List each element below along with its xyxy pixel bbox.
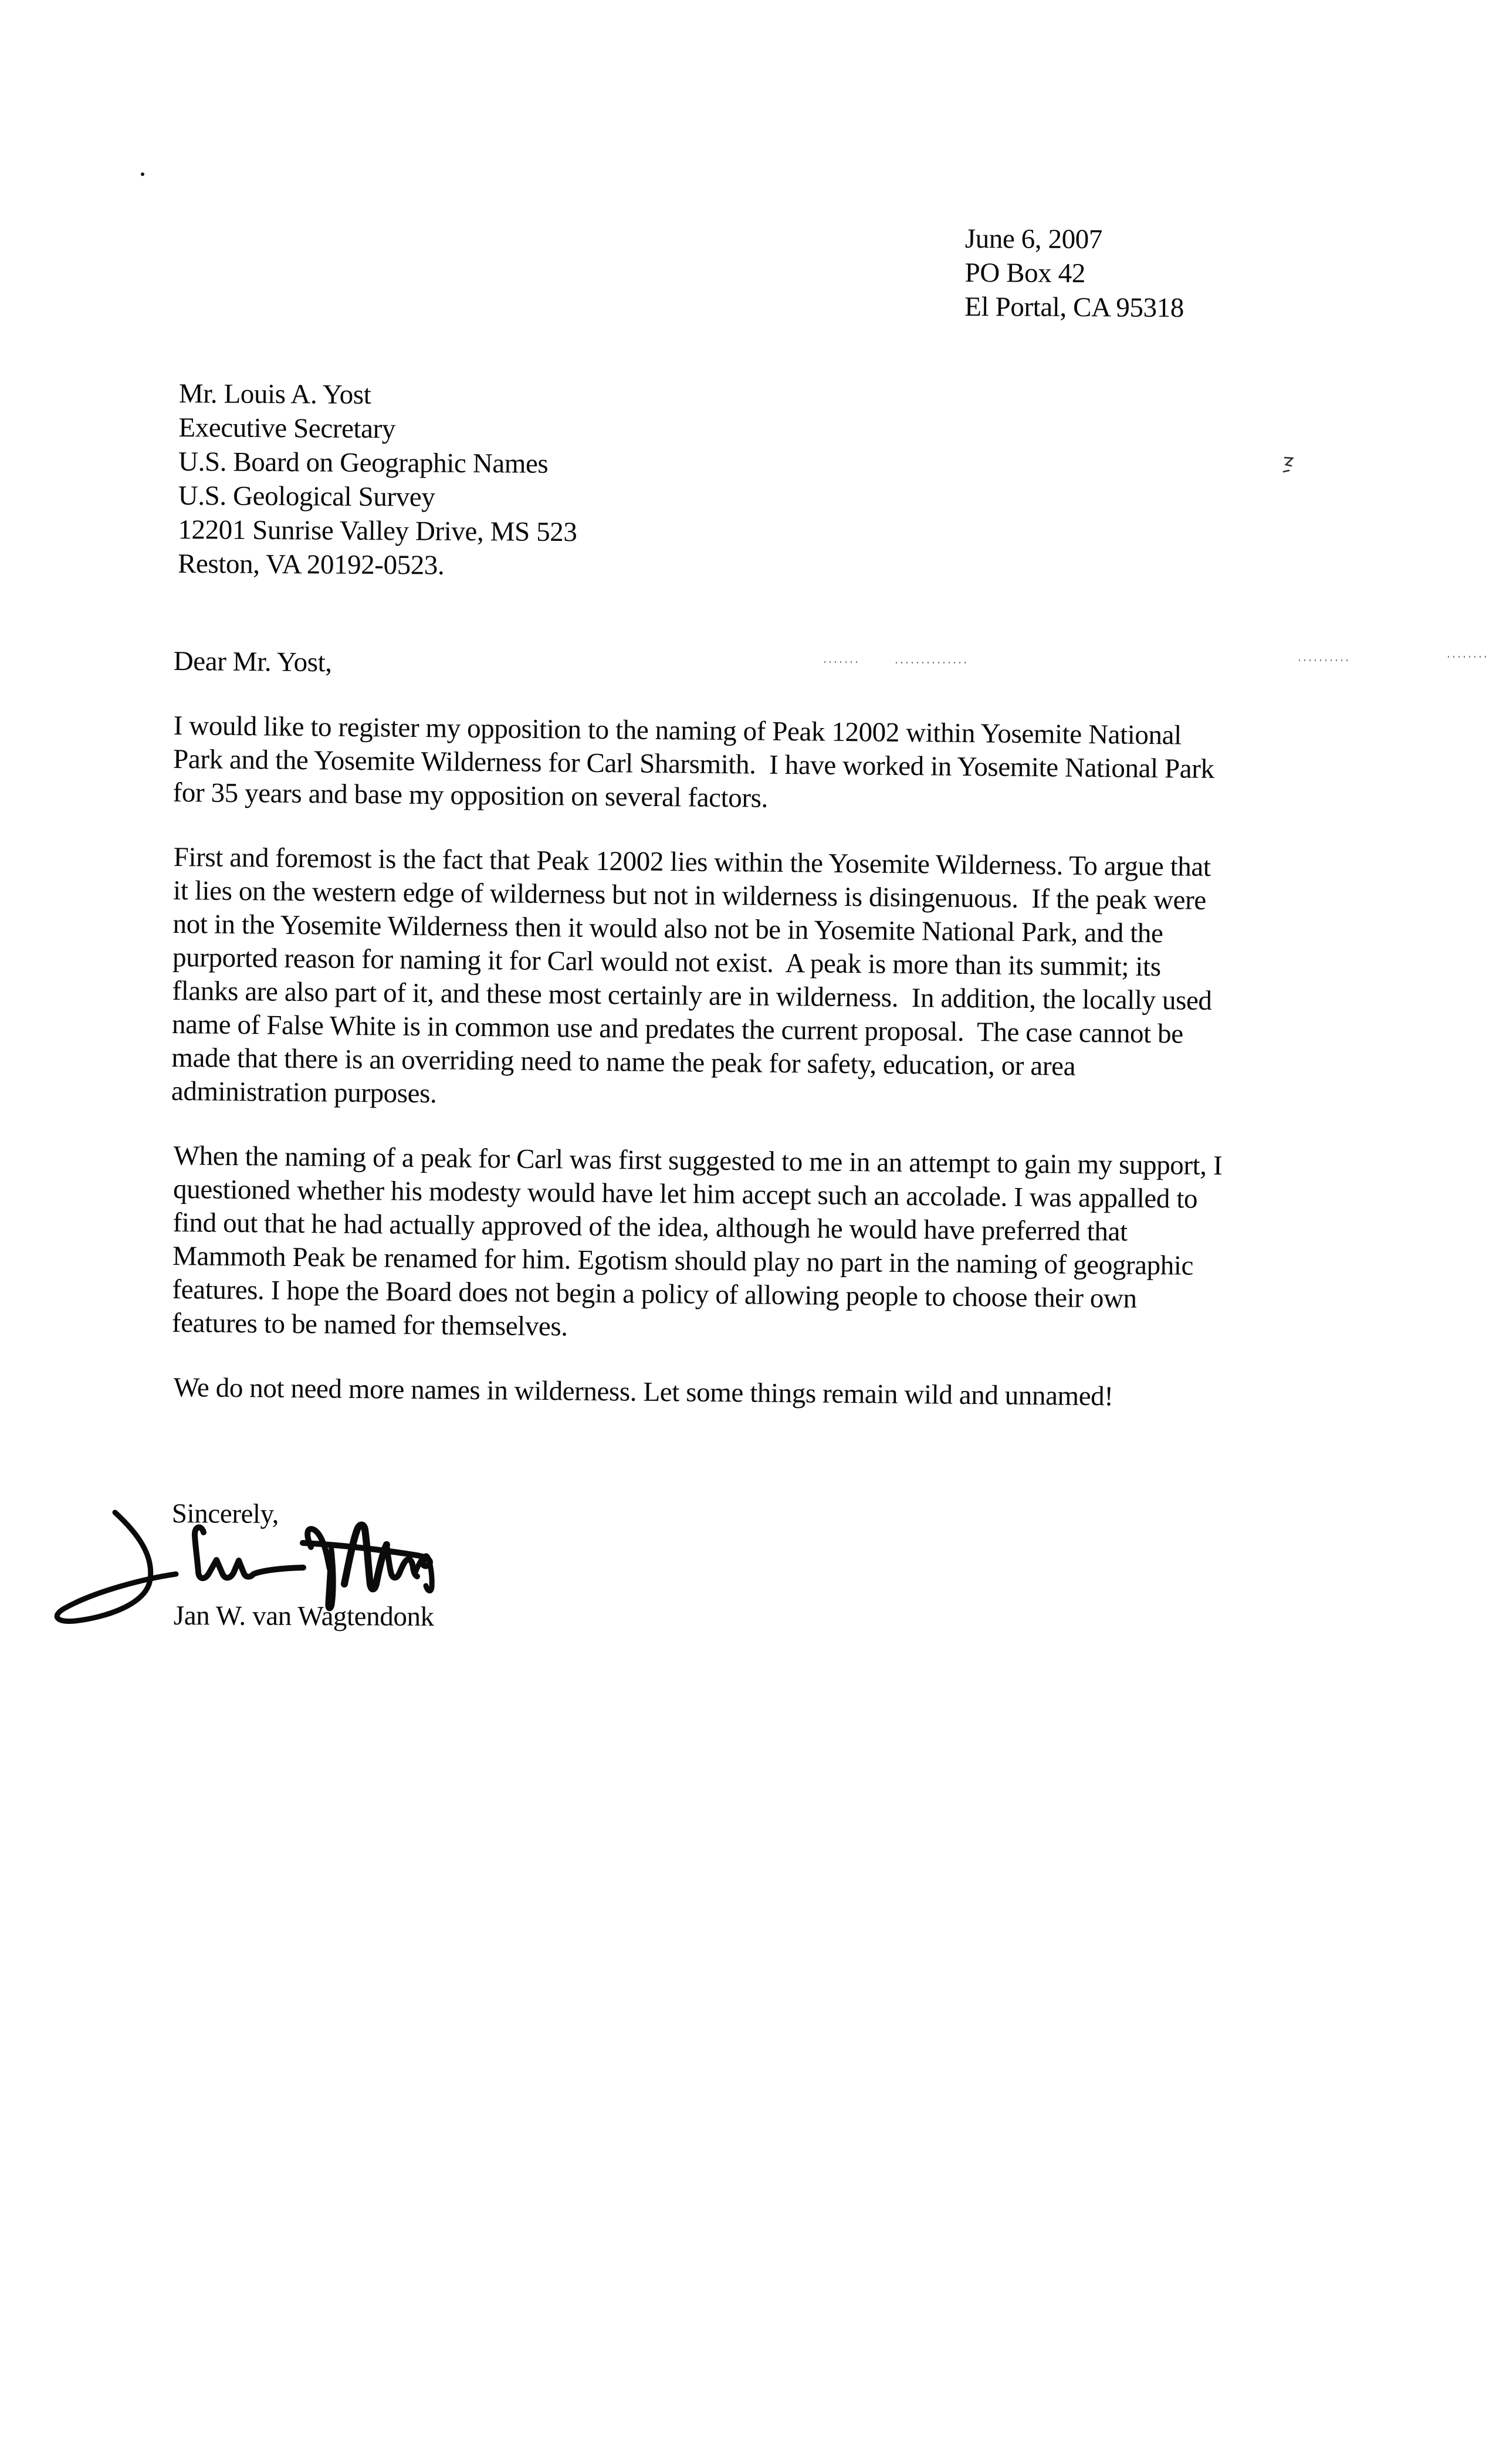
recipient-address-block [178,377,578,583]
letter-line: Mammoth Peak be renamed for him. Egotism should play no part in the naming of geographic [172,1240,1194,1281]
scan-noise-artifact [896,662,967,664]
letter-line: it lies on the western edge of wilderness but not in wilderness is disingenuous. If the peak were [172,875,1207,916]
letter-line: U.S. Board on Geographic Names [178,446,549,479]
body-paragraph [172,1139,1223,1350]
ink-speck-artifact [141,172,144,176]
body-paragraph [173,1371,1113,1413]
letter-line: 12201 Sunrise Valley Drive, MS 523 [178,514,577,548]
letter-line: PO Box 42 [964,257,1086,289]
letter-line: When the naming of a peak for Carl was first suggested to me in an attempt to gain my support, I [173,1140,1223,1182]
letter-line: questioned whether his modesty would have let him accept such an accolade. I was appalled to [172,1173,1198,1214]
letter-line: June 6, 2007 [964,223,1103,255]
letter-line: Mr. Louis A. Yost [178,378,371,410]
letter-line: El Portal, CA 95318 [964,291,1184,323]
letter-line: First and foremost is the fact that Peak 12002 lies within the Yosemite Wilderness. To argue that [173,841,1211,882]
signer-name: Jan W. van Wagtendonk [173,1600,434,1632]
letter-line: made that there is an overriding need to name the peak for safety, education, or area [171,1042,1076,1082]
letter-line: flanks are also part of it, and these most certainly are in wilderness. In addition, the locally used [172,975,1212,1016]
valediction: Sincerely, [171,1498,279,1529]
sender-date-block [964,222,1184,325]
scan-noise-artifact [824,661,858,663]
salutation: Dear Mr. Yost, [173,645,332,678]
letter-line: We do not need more names in wilderness. Let some things remain wild and unnamed! [173,1372,1113,1412]
handwritten-signature-icon [35,1493,458,1681]
body-paragraph [172,709,1214,820]
scan-noise-artifact [1448,656,1490,658]
letter-line: name of False White is in common use and predates the current proposal. The case cannot be [171,1008,1183,1050]
letter-line: I would like to register my opposition to the naming of Peak 12002 within Yosemite National [173,710,1182,751]
letter-line: purported reason for naming it for Carl would not exist. A peak is more than its summit; its [172,942,1161,983]
letter-line: administration purposes. [171,1075,437,1109]
body-paragraph [171,841,1213,1118]
letter-line: not in the Yosemite Wilderness then it would also not be in Yosemite National Park, and the [172,908,1163,949]
scan-noise-artifact [1299,659,1352,661]
letter-line: Reston, VA 20192-0523. [177,548,445,581]
letter-line: features. I hope the Board does not begin a policy of allowing people to choose their own [172,1274,1137,1314]
letter-line: find out that he had actually approved of the idea, although he would have preferred that [172,1207,1128,1247]
letter-line: for 35 years and base my opposition on several factors. [172,777,769,814]
letter-line: features to be named for themselves. [171,1307,568,1342]
pen-mark-artifact [1281,455,1297,474]
letter-line: Park and the Yosemite Wilderness for Carl Sharsmith. I have worked in Yosemite National Park [172,743,1214,785]
letter-line: U.S. Geological Survey [178,480,435,513]
letter-line: Executive Secretary [178,412,396,445]
